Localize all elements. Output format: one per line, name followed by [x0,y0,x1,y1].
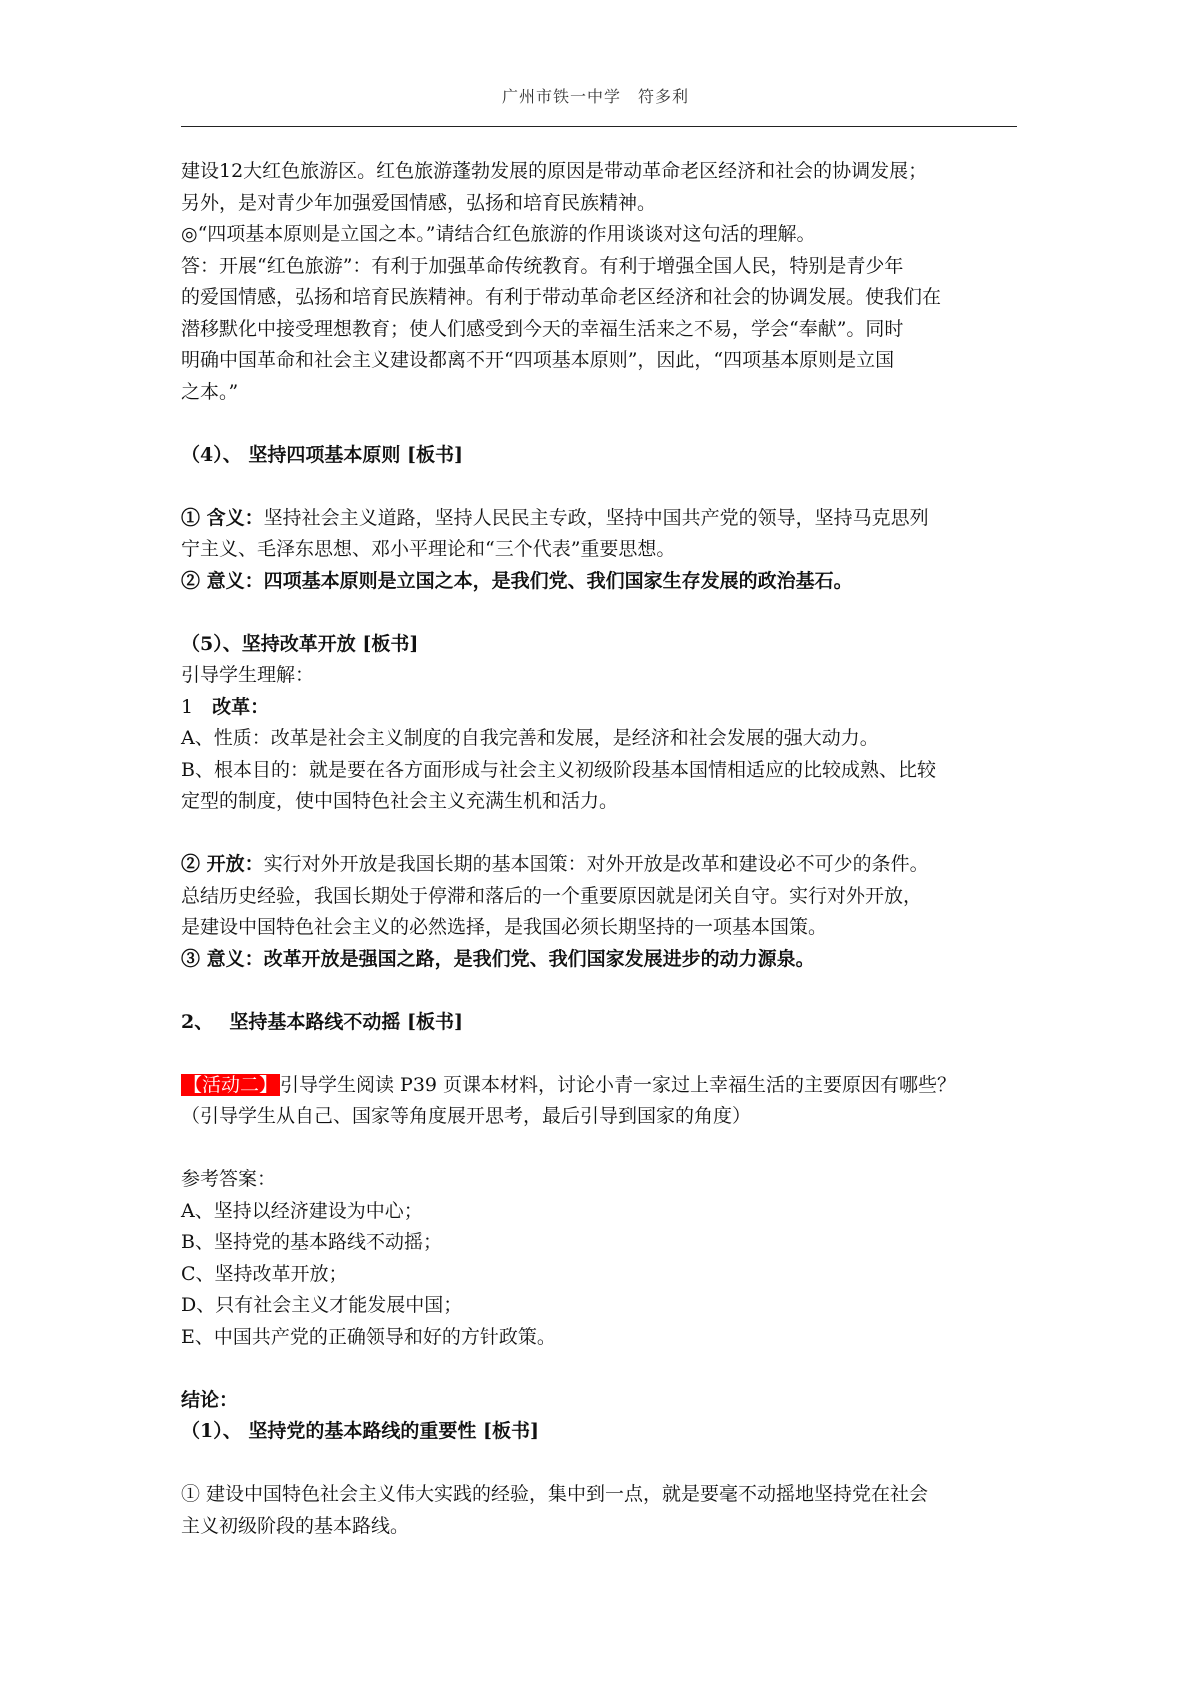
paragraph-line: 另外，是对青少年加强爱国情感，弘扬和培育民族精神。 [181,191,657,214]
reform-nature: A、性质：改革是社会主义制度的自我完善和发展，是经济和社会发展的强大动力。 [181,727,879,749]
paragraph-line: 建设12大红色旅游区。红色旅游蓬勃发展的原因是带动革命老区经济和社会的协调发展； [181,160,928,182]
meaning-line [181,503,1017,535]
answer-item: D、只有社会主义才能发展中国； [181,1294,463,1316]
reform-number: 1 [181,695,213,718]
open-line [181,849,1017,881]
point-line: ① 建设中国特色社会主义伟大实践的经验，集中到一点，就是要毫不动摇地坚持党在社会 [181,1483,929,1505]
answer-line: 明确中国革命和社会主义建设都离不开“四项基本原则”，因此，“四项基本原则是立国 [181,349,895,371]
page-header: 广州市铁一中学 符多利 [501,87,689,106]
reform-significance: ③ 意义：改革开放是强国之路，是我们党、我们国家发展进步的动力源泉。 [181,947,815,970]
header-rule [181,126,1017,127]
guide-line: 引导学生理解： [181,664,315,686]
answer-line: 潜移默化中接受理想教育；使人们感受到今天的幸福生活来之不易，学会“奉献”。同时 [181,317,904,340]
activity-line [181,1070,1017,1102]
answer-title: 参考答案： [181,1168,277,1190]
section-4-title: （4）、 坚持四项基本原则 [板书] [181,443,463,466]
answer-line: 的爱国情感，弘扬和培育民族精神。有利于带动革命老区经济和社会的协调发展。使我们在 [181,286,942,308]
open-line-2: 总结历史经验，我国长期处于停滞和落后的一个重要原因就是闭关自守。实行对外开放， [181,884,923,907]
activity-tag: 【活动二】 [183,1073,279,1096]
document-body [181,156,1017,1542]
reform-heading [181,692,1017,724]
reform-label: 改革： [212,695,270,718]
answer-item: A、坚持以经济建设为中心； [181,1199,423,1222]
answer-item: E、中国共产党的正确领导和好的方针政策。 [181,1325,556,1348]
conclusion-label: 结论： [181,1388,239,1411]
point-line-2: 主义初级阶段的基本路线。 [181,1514,410,1537]
open-line-3: 是建设中国特色社会主义的必然选择，是我国必须长期坚持的一项基本国策。 [181,916,828,938]
answer-item: B、坚持党的基本路线不动摇； [181,1231,442,1253]
significance-line: ② 意义：四项基本原则是立国之本，是我们党、我们国家生存发展的政治基石。 [181,569,853,592]
activity-note: （引导学生从自己、国家等角度展开思考，最后引导到国家的角度） [181,1105,752,1127]
section-5-title: （5）、坚持改革开放 [板书] [181,632,419,655]
meaning-text: 坚持社会主义道路，坚持人民民主专政，坚持中国共产党的领导，坚持马克思列 [263,506,929,529]
open-label: ② 开放： [181,853,264,875]
answer-line: 答：开展“红色旅游”：有利于加强革命传统教育。有利于增强全国人民，特别是青少年 [181,254,904,277]
section-2-title: 2、 坚持基本路线不动摇 [板书] [181,1010,463,1033]
meaning-line-2: 宁主义、毛泽东思想、邓小平理论和“三个代表”重要思想。 [181,538,676,560]
meaning-label: ① 含义： [181,506,264,529]
open-text: 实行对外开放是我国长期的基本国策：对外开放是改革和建设必不可少的条件。 [263,853,929,875]
answer-line: 之本。” [181,380,239,403]
question-line: ◎“四项基本原则是立国之本。”请结合红色旅游的作用谈谈对这句活的理解。 [181,223,816,245]
subsection-1-title: （1）、 坚持党的基本路线的重要性 [板书] [181,1420,539,1442]
activity-text: 引导学生阅读 P39 页课本材料，讨论小青一家过上幸福生活的主要原因有哪些？ [280,1073,957,1096]
reform-purpose-2: 定型的制度，使中国特色社会主义充满生机和活力。 [181,790,619,812]
answer-item: C、坚持改革开放； [181,1262,348,1285]
reform-purpose: B、根本目的：就是要在各方面形成与社会主义初级阶段基本国情相适应的比较成熟、比较 [181,758,936,781]
